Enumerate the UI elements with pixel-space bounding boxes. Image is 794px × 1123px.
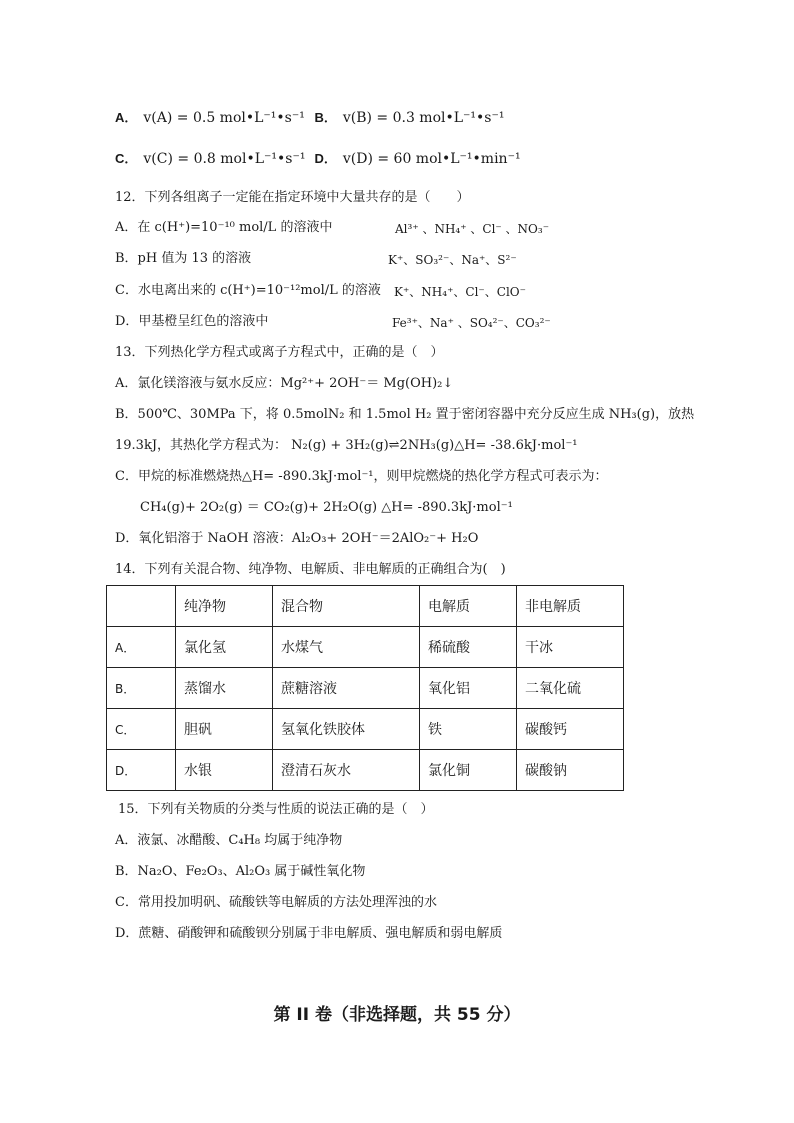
option-text: v(B) = 0.3 mol•L⁻¹•s⁻¹ [342, 110, 505, 126]
q12-option-c-ions: K⁺、NH₄⁺、Cl⁻、ClO⁻ [394, 285, 526, 299]
q11-option-c [115, 148, 310, 167]
table-cell: A． [107, 627, 176, 668]
table-cell: 二氧化硫 [517, 668, 624, 709]
q12-option-d-ions: Fe³⁺、Na⁺ 、SO₄²⁻、CO₃²⁻ [392, 316, 551, 330]
option-text: v(D) = 60 mol•L⁻¹•min⁻¹ [342, 151, 521, 167]
q12-stem: 12．下列各组离子一定能在指定环境中大量共存的是（ ） [115, 190, 470, 205]
table-header-cell: 非电解质 [517, 586, 624, 627]
option-label: B． [314, 110, 337, 125]
table-cell: B． [107, 668, 176, 709]
table-row [107, 750, 624, 791]
table-row [107, 668, 624, 709]
q13-option-b-line1: B．500℃、30MPa 下，将 0.5molN₂ 和 1.5mol H₂ 置于密闭容器中充分反应生成 NH₃(g)，放热 [115, 407, 695, 422]
table-cell: 澄清石灰水 [273, 750, 420, 791]
table-cell: 氯化氢 [176, 627, 273, 668]
table-cell: C． [107, 709, 176, 750]
q15-option-c: C．常用投加明矾、硫酸铁等电解质的方法处理浑浊的水 [115, 895, 437, 910]
table-cell: 胆矾 [176, 709, 273, 750]
q12-option-b: B．pH 值为 13 的溶液 [115, 251, 252, 266]
q12-option-b-ions: K⁺、SO₃²⁻、Na⁺、S²⁻ [388, 253, 517, 267]
table-cell: 碳酸钙 [517, 709, 624, 750]
q11-row-cd [115, 148, 521, 167]
q13-stem: 13．下列热化学方程式或离子方程式中，正确的是（ ） [115, 345, 444, 360]
option-text: v(C) = 0.8 mol•L⁻¹•s⁻¹ [143, 151, 306, 167]
table-cell: 蒸馏水 [176, 668, 273, 709]
table-cell: 水煤气 [273, 627, 420, 668]
section-title: 第 II 卷（非选择题，共 55 分） [273, 1005, 521, 1025]
table-header-cell: 电解质 [420, 586, 517, 627]
table-cell: 稀硫酸 [420, 627, 517, 668]
table-cell: 干冰 [517, 627, 624, 668]
q11-row-ab [115, 107, 505, 126]
q15-option-a: A．液氯、冰醋酸、C₄H₈ 均属于纯净物 [115, 833, 343, 848]
q13-option-d: D．氧化铝溶于 NaOH 溶液：Al₂O₃+ 2OH⁻＝2AlO₂⁻+ H₂O [115, 531, 479, 546]
table-row [107, 627, 624, 668]
option-label: A． [115, 110, 138, 125]
table-header-cell: 纯净物 [176, 586, 273, 627]
option-text: v(A) = 0.5 mol•L⁻¹•s⁻¹ [143, 110, 305, 126]
q15-option-b: B．Na₂O、Fe₂O₃、Al₂O₃ 属于碱性氧化物 [115, 864, 366, 879]
q13-option-c-line1: C．甲烷的标准燃烧热△H= -890.3kJ·mol⁻¹，则甲烷燃烧的热化学方程式可表示为： [115, 469, 608, 484]
table-cell: 碳酸钠 [517, 750, 624, 791]
q12-option-a: A．在 c(H⁺)=10⁻¹⁰ mol/L 的溶液中 [115, 220, 333, 235]
table-header-cell: 混合物 [273, 586, 420, 627]
table-cell [107, 586, 176, 627]
q11-option-b [314, 107, 504, 126]
table-cell: 氢氧化铁胶体 [273, 709, 420, 750]
q11-option-d [314, 148, 520, 167]
q12-option-d: D．甲基橙呈红色的溶液中 [115, 314, 269, 329]
option-label: C． [115, 151, 138, 166]
table-cell: D． [107, 750, 176, 791]
table-header-row [107, 586, 624, 627]
table-cell: 蔗糖溶液 [273, 668, 420, 709]
table-cell: 氧化铝 [420, 668, 517, 709]
q15-stem: 15．下列有关物质的分类与性质的说法正确的是（ ） [118, 802, 434, 817]
q12-option-c: C．水电离出来的 c(H⁺)=10⁻¹²mol/L 的溶液 [115, 283, 381, 298]
table-cell: 水银 [176, 750, 273, 791]
q12-option-a-ions: Al³⁺ 、NH₄⁺ 、Cl⁻ 、NO₃⁻ [395, 222, 550, 236]
q11-option-a [115, 107, 310, 126]
q13-option-a: A．氯化镁溶液与氨水反应：Mg²⁺+ 2OH⁻＝ Mg(OH)₂↓ [115, 376, 454, 391]
q14-stem: 14．下列有关混合物、纯净物、电解质、非电解质的正确组合为( ) [115, 562, 506, 577]
q13-option-c-line2: CH₄(g)+ 2O₂(g) ＝ CO₂(g)+ 2H₂O(g) △H= -890.3kJ·mol⁻¹ [140, 500, 513, 515]
q14-table [106, 585, 624, 791]
table-cell: 氯化铜 [420, 750, 517, 791]
table-cell: 铁 [420, 709, 517, 750]
table-row [107, 709, 624, 750]
q15-option-d: D．蔗糖、硝酸钾和硫酸钡分别属于非电解质、强电解质和弱电解质 [115, 926, 503, 941]
option-label: D． [314, 151, 337, 166]
q13-option-b-line2: 19.3kJ，其热化学方程式为： N₂(g) + 3H₂(g)⇌2NH₃(g)△H= -38.6kJ·mol⁻¹ [115, 438, 578, 453]
